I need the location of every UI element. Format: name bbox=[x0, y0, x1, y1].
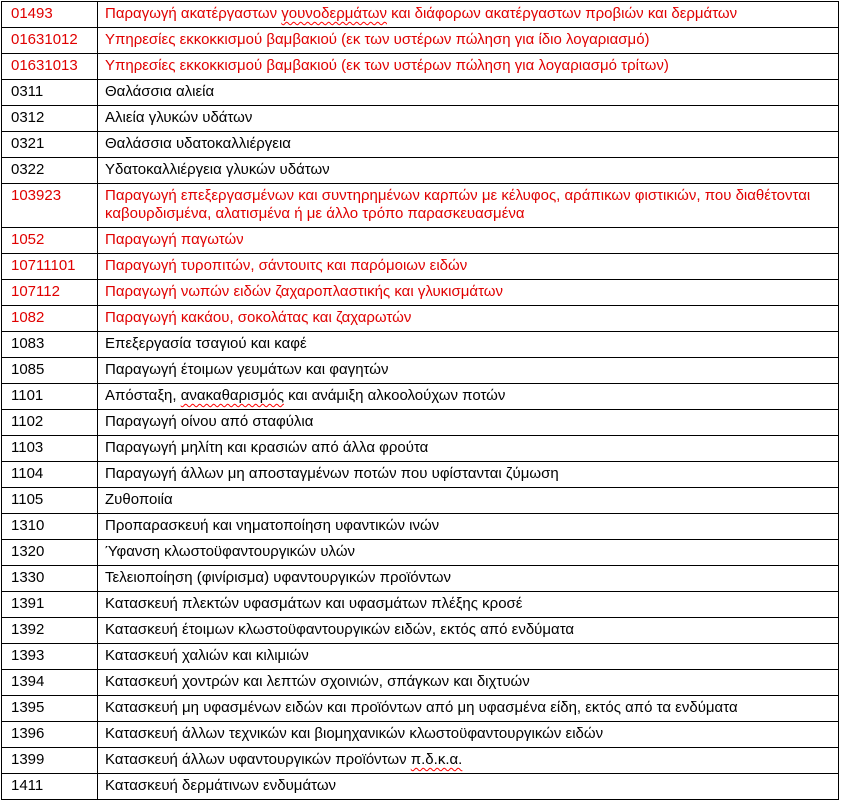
activity-codes-table bbox=[1, 1, 839, 800]
table-row bbox=[2, 592, 839, 618]
description-segment: Κατασκευή άλλων τεχνικών και βιομηχανικών κλωστοϋφαντουργικών ειδών bbox=[105, 725, 604, 742]
code-cell: 1395 bbox=[2, 696, 98, 722]
description-segment: Κατασκευή χαλιών και κιλιμιών bbox=[105, 647, 309, 664]
description-cell bbox=[98, 618, 839, 644]
description-cell bbox=[98, 106, 839, 132]
table-row bbox=[2, 358, 839, 384]
code-cell: 1394 bbox=[2, 670, 98, 696]
description-cell bbox=[98, 774, 839, 800]
description-segment: Παραγωγή μηλίτη και κρασιών από άλλα φρούτα bbox=[105, 439, 429, 456]
description-cell bbox=[98, 384, 839, 410]
table-row bbox=[2, 748, 839, 774]
table-row bbox=[2, 132, 839, 158]
description-segment: Θαλάσσια αλιεία bbox=[105, 83, 215, 100]
table-row bbox=[2, 410, 839, 436]
description-cell bbox=[98, 54, 839, 80]
table-row bbox=[2, 462, 839, 488]
description-segment-spellcheck: π.δ.κ.α. bbox=[410, 751, 463, 768]
description-segment: Κατασκευή μη υφασμένων ειδών και προϊόντων από μη υφασμένα είδη, εκτός από τα ενδύματα bbox=[105, 699, 738, 716]
description-cell bbox=[98, 306, 839, 332]
table-row bbox=[2, 670, 839, 696]
description-cell bbox=[98, 436, 839, 462]
table-row bbox=[2, 488, 839, 514]
code-cell: 1399 bbox=[2, 748, 98, 774]
activity-table-body bbox=[2, 2, 839, 800]
table-row bbox=[2, 228, 839, 254]
table-row bbox=[2, 332, 839, 358]
description-segment: Κατασκευή έτοιμων κλωστοϋφαντουργικών ειδών, εκτός από ενδύματα bbox=[105, 621, 575, 638]
table-row bbox=[2, 254, 839, 280]
description-cell bbox=[98, 80, 839, 106]
code-cell: 01493 bbox=[2, 2, 98, 28]
description-cell bbox=[98, 566, 839, 592]
description-cell bbox=[98, 722, 839, 748]
table-row bbox=[2, 540, 839, 566]
table-row bbox=[2, 106, 839, 132]
code-cell: 0321 bbox=[2, 132, 98, 158]
description-cell bbox=[98, 228, 839, 254]
table-row bbox=[2, 696, 839, 722]
table-row bbox=[2, 644, 839, 670]
table-row bbox=[2, 80, 839, 106]
description-segment: Κατασκευή πλεκτών υφασμάτων και υφασμάτων πλέξης κροσέ bbox=[105, 595, 523, 612]
description-segment-spellcheck: ανακαθαρισμός bbox=[180, 387, 284, 404]
code-cell: 1052 bbox=[2, 228, 98, 254]
code-cell: 1396 bbox=[2, 722, 98, 748]
description-segment-spellcheck: γουνοδερμάτων bbox=[281, 5, 387, 22]
description-segment: Υπηρεσίες εκκοκκισμού βαμβακιού (εκ των υστέρων πώληση για λογαριασμό τρίτων) bbox=[105, 57, 669, 74]
code-cell: 0322 bbox=[2, 158, 98, 184]
description-cell bbox=[98, 358, 839, 384]
description-cell bbox=[98, 28, 839, 54]
table-row bbox=[2, 306, 839, 332]
code-cell: 0311 bbox=[2, 80, 98, 106]
code-cell: 1082 bbox=[2, 306, 98, 332]
description-cell bbox=[98, 184, 839, 228]
description-cell bbox=[98, 670, 839, 696]
description-segment: Παραγωγή τυροπιτών, σάντουιτς και παρόμοιων ειδών bbox=[105, 257, 468, 274]
description-segment: Θαλάσσια υδατοκαλλιέργεια bbox=[105, 135, 291, 152]
table-row bbox=[2, 722, 839, 748]
description-segment: Παραγωγή έτοιμων γευμάτων και φαγητών bbox=[105, 361, 389, 378]
description-segment: Παραγωγή άλλων μη αποσταγμένων ποτών που υφίστανται ζύμωση bbox=[105, 465, 559, 482]
description-segment: Ζυθοποιία bbox=[105, 491, 173, 508]
description-cell bbox=[98, 158, 839, 184]
code-cell: 01631013 bbox=[2, 54, 98, 80]
code-cell: 1102 bbox=[2, 410, 98, 436]
description-segment: Αλιεία γλυκών υδάτων bbox=[105, 109, 253, 126]
description-segment: Κατασκευή άλλων υφαντουργικών προϊόντων bbox=[105, 751, 411, 768]
code-cell: 1101 bbox=[2, 384, 98, 410]
description-segment: Παραγωγή επεξεργασμένων και συντηρημένων καρπών με κέλυφος, αράπικων φιστικιών, που διαθέτονται καβουρδισμένα, αλατισμένα ή με άλλο τρόπο παρασκευασμένα bbox=[105, 187, 811, 222]
description-segment: Επεξεργασία τσαγιού και καφέ bbox=[105, 335, 307, 352]
description-segment: Κατασκευή χοντρών και λεπτών σχοινιών, σπάγκων και διχτυών bbox=[105, 673, 530, 690]
code-cell: 1392 bbox=[2, 618, 98, 644]
description-segment: Προπαρασκευή και νηματοποίηση υφαντικών ινών bbox=[105, 517, 440, 534]
description-segment: Υδατοκαλλιέργεια γλυκών υδάτων bbox=[105, 161, 330, 178]
description-cell bbox=[98, 332, 839, 358]
code-cell: 1411 bbox=[2, 774, 98, 800]
table-row bbox=[2, 566, 839, 592]
description-cell bbox=[98, 592, 839, 618]
table-row bbox=[2, 384, 839, 410]
code-cell: 0312 bbox=[2, 106, 98, 132]
table-row bbox=[2, 280, 839, 306]
code-cell: 103923 bbox=[2, 184, 98, 228]
code-cell: 1083 bbox=[2, 332, 98, 358]
table-row bbox=[2, 618, 839, 644]
description-cell bbox=[98, 644, 839, 670]
code-cell: 10711101 bbox=[2, 254, 98, 280]
description-cell bbox=[98, 540, 839, 566]
description-segment: και διάφορων ακατέργαστων προβιών και δερμάτων bbox=[386, 5, 738, 22]
code-cell: 1104 bbox=[2, 462, 98, 488]
code-cell: 01631012 bbox=[2, 28, 98, 54]
code-cell: 1310 bbox=[2, 514, 98, 540]
description-cell bbox=[98, 410, 839, 436]
description-segment: Παραγωγή παγωτών bbox=[105, 231, 244, 248]
description-segment: Παραγωγή ακατέργαστων bbox=[105, 5, 282, 22]
code-cell: 1103 bbox=[2, 436, 98, 462]
description-cell bbox=[98, 132, 839, 158]
code-cell: 1391 bbox=[2, 592, 98, 618]
table-row bbox=[2, 2, 839, 28]
description-cell bbox=[98, 254, 839, 280]
table-row bbox=[2, 774, 839, 800]
description-segment: Απόσταξη, bbox=[105, 387, 181, 404]
description-segment: Παραγωγή κακάου, σοκολάτας και ζαχαρωτών bbox=[105, 309, 412, 326]
table-row bbox=[2, 158, 839, 184]
code-cell: 1085 bbox=[2, 358, 98, 384]
table-row bbox=[2, 436, 839, 462]
table-row bbox=[2, 514, 839, 540]
table-row bbox=[2, 54, 839, 80]
description-segment: Υπηρεσίες εκκοκκισμού βαμβακιού (εκ των υστέρων πώληση για ίδιο λογαριασμό) bbox=[105, 31, 650, 48]
description-segment: και ανάμιξη αλκοολούχων ποτών bbox=[283, 387, 506, 404]
description-segment: Ύφανση κλωστοϋφαντουργικών υλών bbox=[105, 543, 356, 560]
table-row bbox=[2, 28, 839, 54]
code-cell: 1320 bbox=[2, 540, 98, 566]
table-row bbox=[2, 184, 839, 228]
description-cell bbox=[98, 462, 839, 488]
description-cell bbox=[98, 514, 839, 540]
description-cell bbox=[98, 280, 839, 306]
description-segment: Παραγωγή οίνου από σταφύλια bbox=[105, 413, 314, 430]
description-segment: Τελειοποίηση (φινίρισμα) υφαντουργικών προϊόντων bbox=[105, 569, 452, 586]
code-cell: 1393 bbox=[2, 644, 98, 670]
description-segment: Παραγωγή νωπών ειδών ζαχαροπλαστικής και γλυκισμάτων bbox=[105, 283, 503, 300]
description-cell bbox=[98, 2, 839, 28]
code-cell: 107112 bbox=[2, 280, 98, 306]
code-cell: 1105 bbox=[2, 488, 98, 514]
code-cell: 1330 bbox=[2, 566, 98, 592]
description-segment: Κατασκευή δερμάτινων ενδυμάτων bbox=[105, 777, 337, 794]
description-cell bbox=[98, 696, 839, 722]
description-cell bbox=[98, 488, 839, 514]
description-cell bbox=[98, 748, 839, 774]
